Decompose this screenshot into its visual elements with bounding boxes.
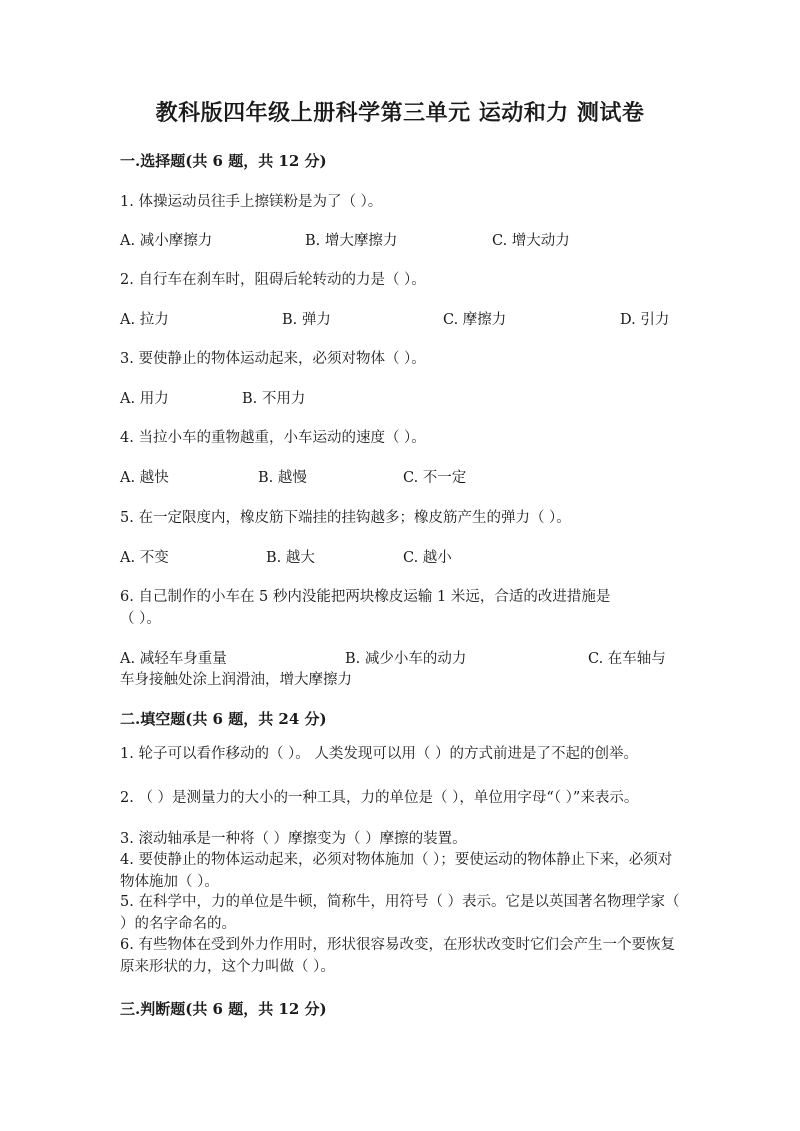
page-title: 教科版四年级上册科学第三单元 运动和力 测试卷 — [155, 100, 645, 126]
option-c-continued: 车身接触处涂上润滑油，增大摩擦力 — [120, 672, 352, 688]
option-b: B. 弹力 — [282, 312, 331, 328]
option-a: A. 不变 — [120, 550, 169, 566]
question-stem-line2: （ ）。 — [120, 611, 161, 627]
fill-item: 4. 要使静止的物体运动起来，必须对物体施加（ ）；要使运动的物体静止下来，必须对物体施加（ ）。 — [120, 852, 673, 890]
question-stem: 2. 自行车在刹车时，阻碍后轮转动的力是（ ）。 — [120, 272, 426, 288]
fill-item: 6. 有些物体在受到外力作用时，形状很容易改变，在形状改变时它们会产生一个要恢复原来形状的力，这个力叫做（ ）。 — [120, 937, 675, 975]
option-b: B. 增大摩擦力 — [305, 233, 398, 249]
option-a: A. 拉力 — [120, 312, 169, 328]
option-c: C. 越小 — [403, 550, 452, 566]
option-a: A. 减小摩擦力 — [120, 233, 213, 249]
fill-item: 2. （ ）是测量力的大小的一种工具，力的单位是（ ），单位用字母“（ ）”来表示。 — [120, 790, 639, 806]
section-heading-fill: 二.填空题(共 6 题，共 24 分) — [120, 710, 327, 728]
option-a: A. 越快 — [120, 470, 169, 486]
question-stem: 1. 体操运动员往手上擦镁粉是为了（ ）。 — [120, 194, 383, 210]
section-heading-judge: 三.判断题(共 6 题，共 12 分) — [120, 1000, 327, 1018]
option-a: A. 用力 — [120, 391, 169, 407]
option-b: B. 越大 — [266, 550, 315, 566]
question-stem: 5. 在一定限度内，橡皮筋下端挂的挂钩越多；橡皮筋产生的弹力（ ）。 — [120, 510, 571, 526]
question-stem: 4. 当拉小车的重物越重，小车运动的速度（ ）。 — [120, 430, 426, 446]
question-stem-line1: 6. 自己制作的小车在 5 秒内没能把两块橡皮运输 1 米远，合适的改进措施是 — [120, 589, 611, 605]
fill-item: 3. 滚动轴承是一种将（ ）摩擦变为（ ）摩擦的装置。 — [120, 831, 467, 847]
option-c: C. 增大动力 — [492, 233, 570, 249]
option-b: B. 越慢 — [258, 470, 307, 486]
option-b: B. 不用力 — [242, 391, 306, 407]
option-b: B. 减少小车的动力 — [345, 651, 467, 667]
option-d: D. 引力 — [620, 312, 670, 328]
option-a: A. 减轻车身重量 — [120, 651, 227, 667]
option-c: C. 不一定 — [403, 470, 467, 486]
fill-item: 5. 在科学中，力的单位是牛顿，简称牛，用符号（ ）表示。它是以英国著名物理学家（ ）的名字命名的。 — [120, 894, 680, 932]
section-heading-choice: 一.选择题(共 6 题，共 12 分) — [120, 152, 327, 170]
question-stem: 3. 要使静止的物体运动起来，必须对物体（ ）。 — [120, 351, 426, 367]
option-c: C. 在车轴与 — [588, 651, 666, 667]
option-c: C. 摩擦力 — [443, 312, 507, 328]
fill-item: 1. 轮子可以看作移动的（ ）。 人类发现可以用（ ）的方式前进是了不起的创举。 — [120, 746, 639, 762]
